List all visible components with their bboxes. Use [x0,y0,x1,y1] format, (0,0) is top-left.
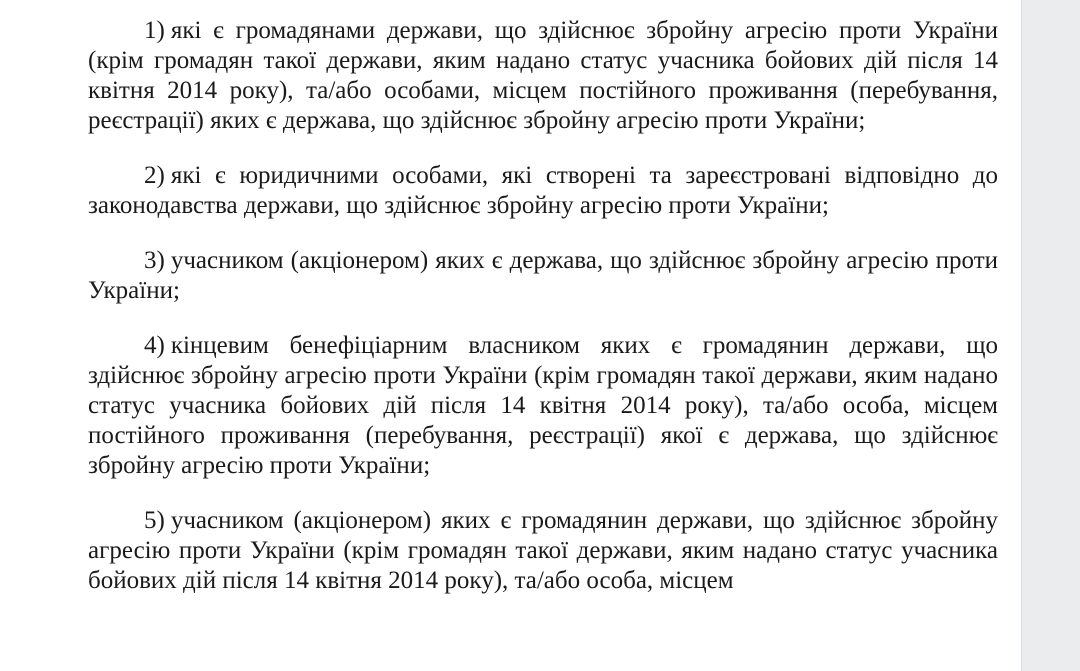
list-item-number: 2) [144,162,165,189]
list-item-text: учасником (акціонером) яких є держава, що здійснює збройну агресію проти України; [88,247,998,304]
list-item-number: 3) [144,247,165,274]
list-item-2 [88,161,998,221]
list-item-3 [88,246,998,306]
list-item-number: 5) [144,507,165,534]
list-item-text: які є громадянами держави, що здійснює збройну агресію проти України (крім громадян такої держави, яким надано статус учасника бойових дій після 14 квітня 2014 року), та/або особами, місцем постійного проживання (перебування, реєстрації) яких є держава, що здійснює збройну агресію проти України; [88,17,998,134]
list-item-5 [88,506,998,596]
scrollbar-strip[interactable] [1021,0,1080,671]
list-item-1 [88,16,998,136]
list-item-text: кінцевим бенефіціарним власником яких є громадянин держави, що здійснює збройну агресію проти України (крім громадян такої держави, яким надано статус учасника бойових дій після 14 квітня 2014 року), та/або особа, місцем постійного проживання (перебування, реєстрації) якої є держава, що здійснює збройну агресію проти України; [88,332,998,479]
list-item-text: учасником (акціонером) яких є громадянин держави, що здійснює збройну агресію проти України (крім громадян такої держави, яким надано статус учасника бойових дій після 14 квітня 2014 року), та/або особа, місцем [88,507,998,594]
document-text [88,16,998,621]
list-item-number: 4) [144,332,165,359]
list-item-4 [88,331,998,481]
list-item-text: які є юридичними особами, які створені та зареєстровані відповідно до законодавства держави, що здійснює збройну агресію проти України; [88,162,998,219]
list-item-number: 1) [144,17,165,44]
